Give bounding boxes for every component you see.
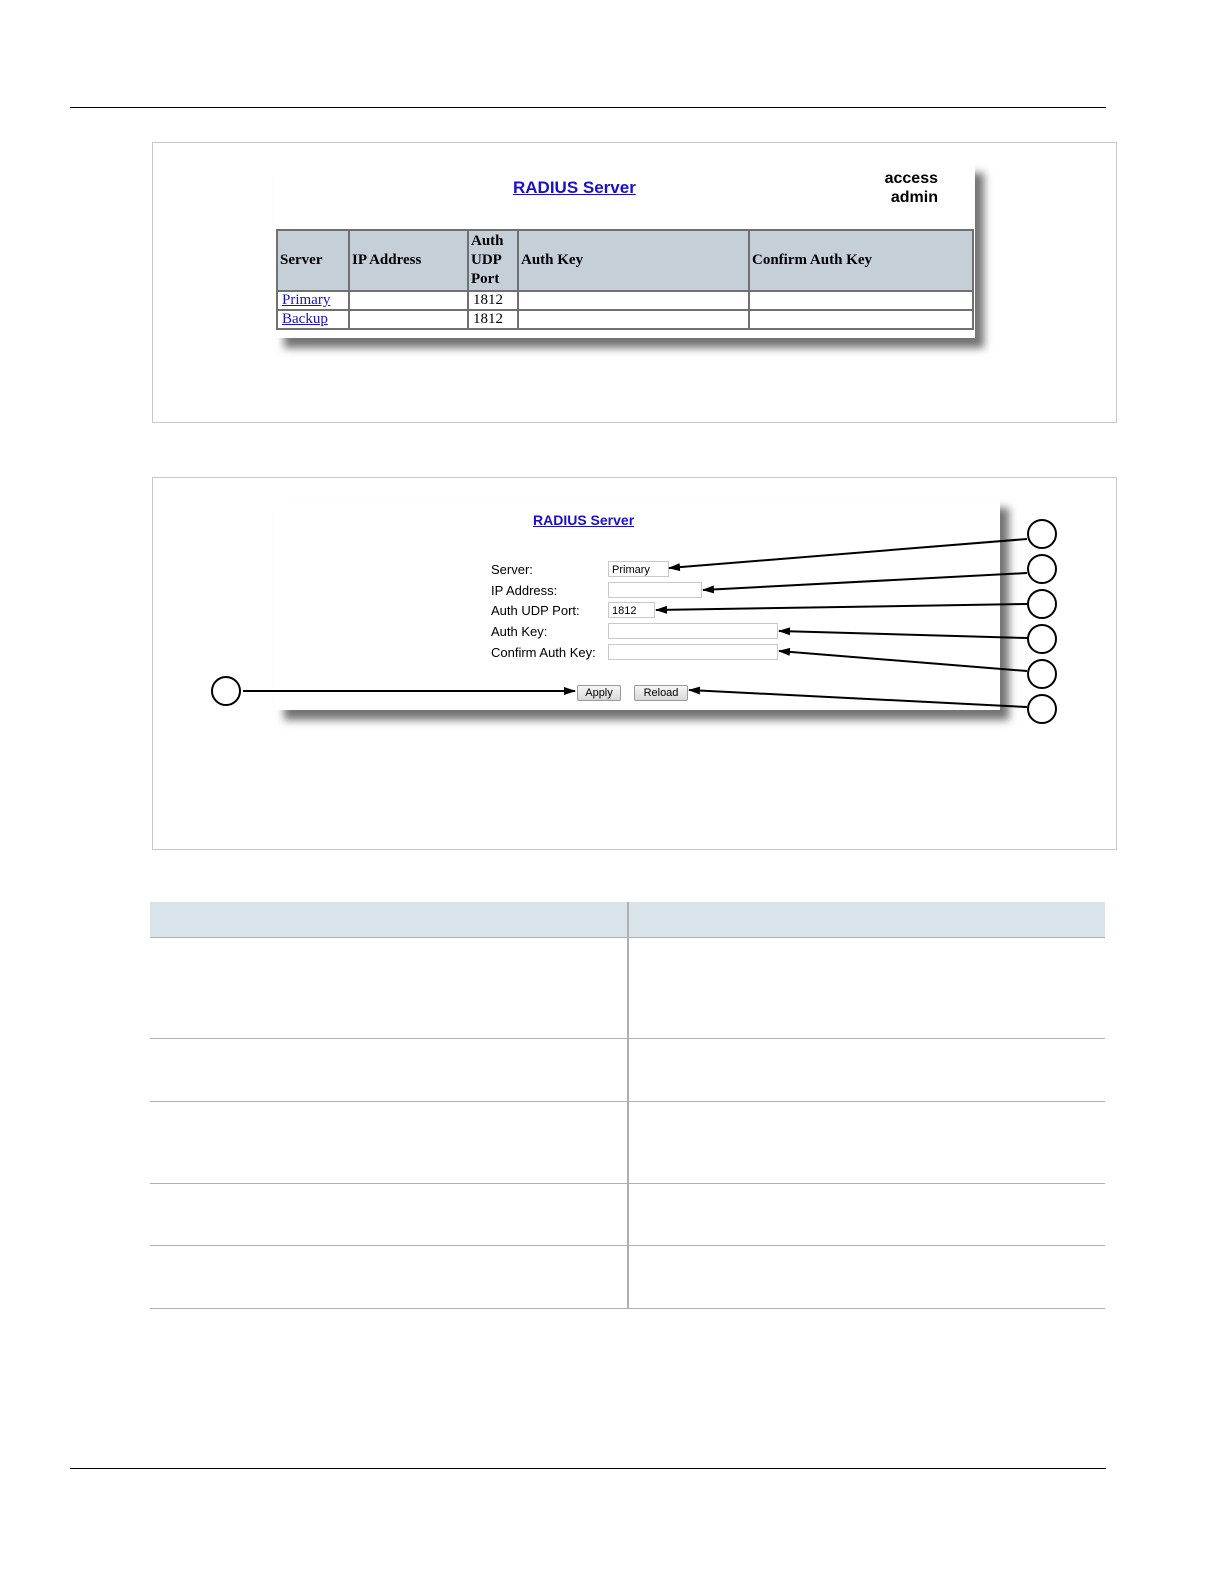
col-header-server: Server bbox=[277, 230, 349, 291]
server-link-primary[interactable]: Primary bbox=[282, 292, 331, 308]
callout-circle-2 bbox=[1027, 554, 1057, 584]
callout-circle-5 bbox=[1027, 659, 1057, 689]
description-row-separator bbox=[150, 937, 1105, 938]
ip-address-label: IP Address: bbox=[491, 583, 558, 598]
description-row-separator bbox=[150, 1308, 1105, 1309]
server-link-backup[interactable]: Backup bbox=[282, 311, 328, 327]
description-row-separator bbox=[150, 1245, 1105, 1246]
col-header-confirm-auth-key: Confirm Auth Key bbox=[749, 230, 973, 291]
server-label: Server: bbox=[491, 562, 533, 577]
reload-button[interactable]: Reload bbox=[634, 685, 688, 701]
page-footer-rule bbox=[70, 1468, 1106, 1469]
auth-key-label: Auth Key: bbox=[491, 624, 548, 639]
port-cell: 1812 bbox=[468, 291, 518, 310]
arrow-reload bbox=[689, 690, 1027, 707]
arrow-ip-address bbox=[703, 573, 1027, 590]
callout-circle-3 bbox=[1027, 589, 1057, 619]
callout-circle-4 bbox=[1027, 624, 1057, 654]
port-header-line-2: UDP bbox=[471, 252, 502, 268]
callout-circle-1 bbox=[1027, 519, 1057, 549]
auth-udp-port-input[interactable]: 1812 bbox=[608, 602, 655, 618]
confirm-auth-key-label: Confirm Auth Key: bbox=[491, 645, 596, 660]
apply-button[interactable]: Apply bbox=[577, 685, 621, 701]
callout-circle-6 bbox=[1027, 694, 1057, 724]
description-row-separator bbox=[150, 1101, 1105, 1102]
form-title-link[interactable]: RADIUS Server bbox=[533, 512, 635, 528]
arrow-server bbox=[669, 539, 1027, 568]
port-header-line-1: Auth bbox=[471, 233, 504, 249]
port-cell: 1812 bbox=[468, 310, 518, 329]
access-level: admin bbox=[890, 189, 938, 206]
col-header-auth-key: Auth Key bbox=[518, 230, 749, 291]
col-header-ip-address: IP Address bbox=[349, 230, 468, 291]
arrow-auth-key bbox=[779, 631, 1027, 638]
port-header-line-3: Port bbox=[471, 271, 500, 287]
access-label: access bbox=[884, 170, 938, 187]
auth-udp-port-label: Auth UDP Port: bbox=[491, 603, 580, 618]
page-title-link[interactable]: RADIUS Server bbox=[513, 178, 636, 197]
server-field[interactable]: Primary bbox=[608, 561, 669, 577]
arrow-auth-udp-port bbox=[656, 604, 1027, 610]
description-row-separator bbox=[150, 1038, 1105, 1039]
arrow-confirm-auth-key bbox=[779, 651, 1027, 671]
callout-circle-7 bbox=[211, 676, 241, 706]
description-row-separator bbox=[150, 1183, 1105, 1184]
description-table-divider bbox=[627, 902, 629, 1309]
